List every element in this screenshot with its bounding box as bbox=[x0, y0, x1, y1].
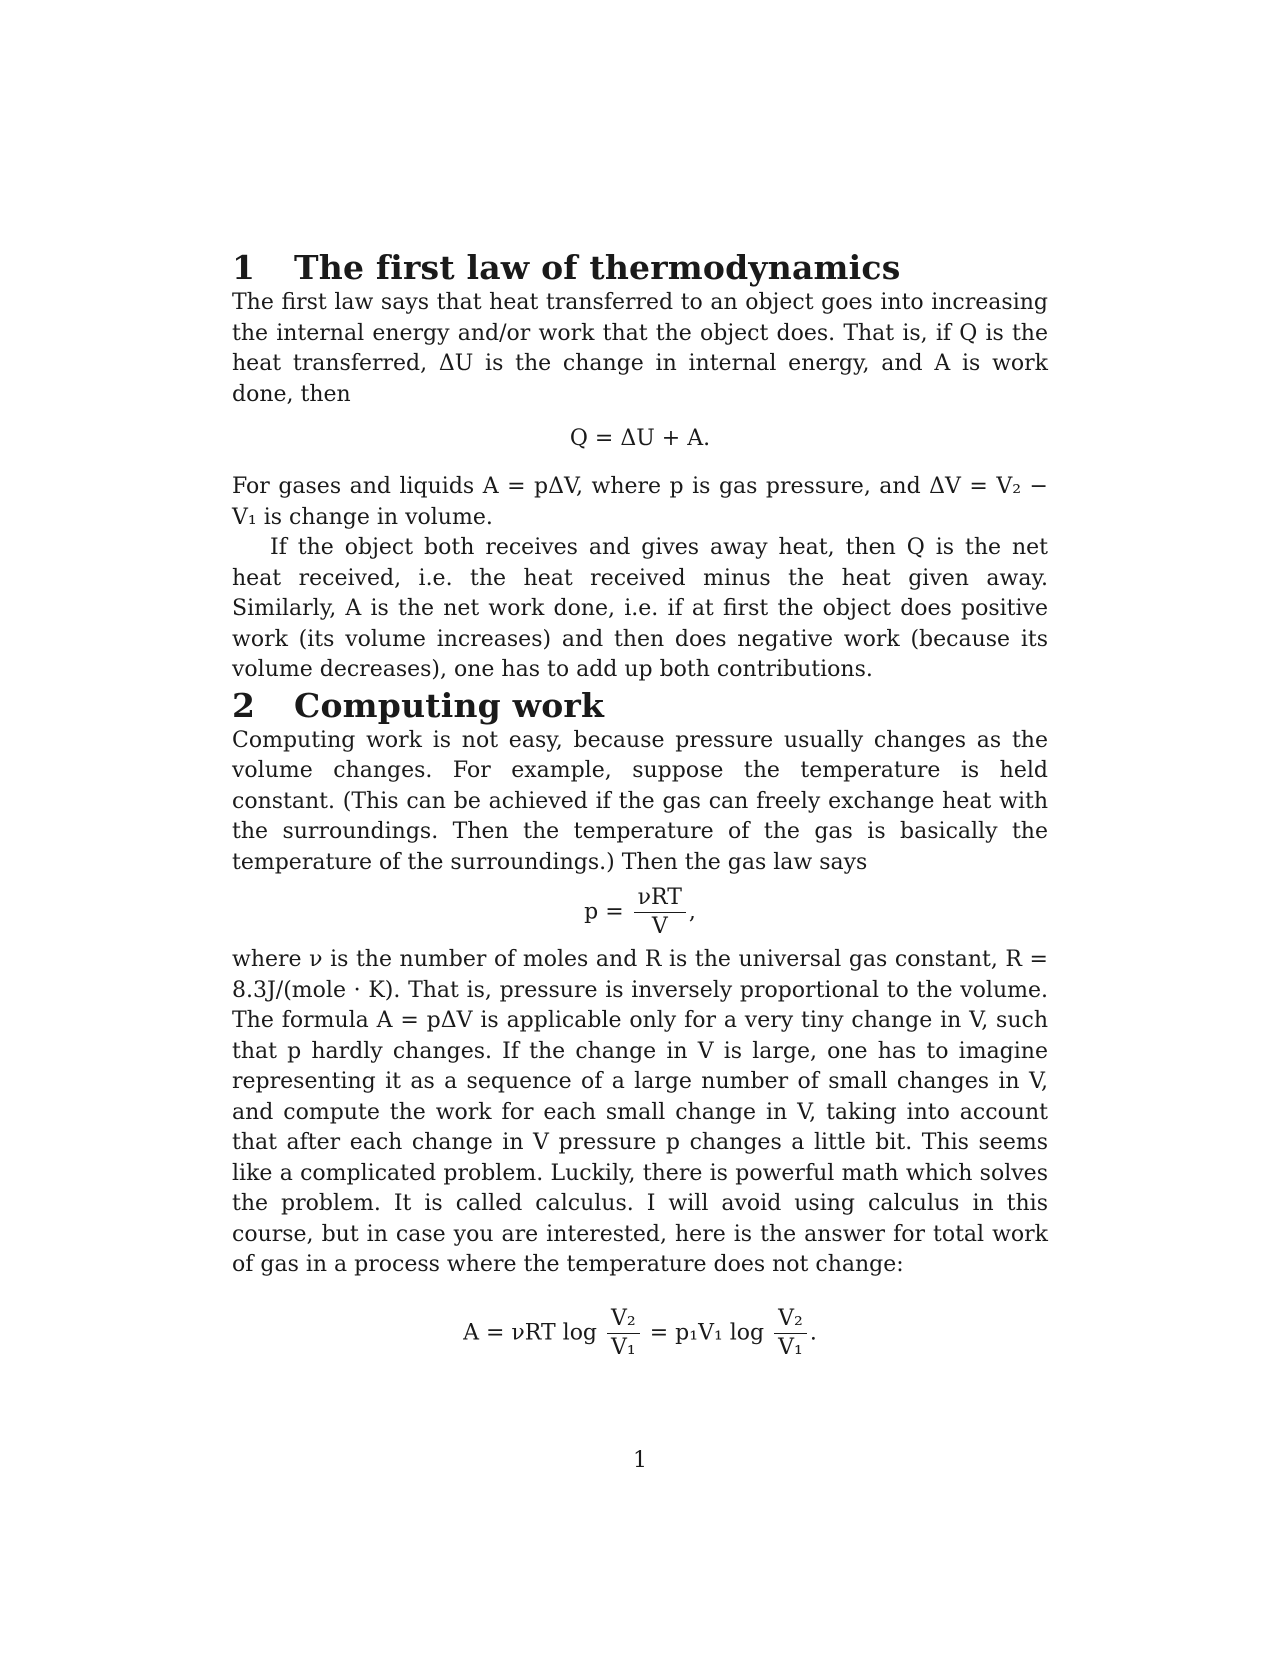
work-eq-part-1: A = νRT log bbox=[463, 1320, 598, 1345]
section-2-title: Computing work bbox=[294, 685, 605, 725]
section-2-number: 2 bbox=[232, 685, 256, 725]
work-eq-fraction-1 bbox=[607, 1305, 640, 1362]
section-2-paragraph-2: where ν is the number of moles and R is the universal gas constant, R = 8.3J/(mole · K). That is, pressure is inversely proportional to the volume. The formula A = pΔV is applicable only for a very tiny change in V, such that p hardly changes. If the change in V is large, one has to imagine representing it as a sequence of a large number of small changes in V, and compute the work for each small change in V, taking into account that after each change in V pressure p changes a little bit. This seems like a complicated problem. Luckily, there is powerful math which solves the problem. It is called calculus. I will avoid using calculus in this course, but in case you are interested, here is the answer for total work of gas in a process where the temperature does not change: bbox=[232, 947, 1048, 1277]
section-1-number: 1 bbox=[232, 248, 256, 287]
page-content bbox=[232, 248, 1048, 1362]
section-1-paragraph-2: For gases and liquids A = pΔV, where p is gas pressure, and ΔV = V₂ − V₁ is change in volume. bbox=[232, 474, 1048, 530]
work-eq-trail: . bbox=[809, 1320, 817, 1345]
equation-isothermal-work bbox=[232, 1305, 1048, 1362]
work-eq-fraction-1-denominator: V₁ bbox=[611, 1334, 636, 1360]
page-number: 1 bbox=[633, 1448, 647, 1473]
gas-law-trail: , bbox=[688, 899, 696, 925]
section-2-paragraph-1: Computing work is not easy, because pressure usually changes as the volume changes. For example, suppose the temperature is held constant. (This can be achieved if the gas can freely exchange heat with the surroundings. Then the temperature of the gas is basically the temperature of the surroundings.) Then the gas law says bbox=[232, 727, 1048, 875]
gas-law-denominator: V bbox=[651, 914, 668, 939]
equation-first-law: Q = ΔU + A. bbox=[569, 426, 711, 451]
work-eq-fraction-2 bbox=[774, 1305, 807, 1362]
section-1-heading bbox=[232, 248, 1048, 288]
section-1-paragraph-3: If the object both receives and gives away heat, then Q is the net heat received, i.e. the heat received minus the heat given away. Similarly, A is the net work done, i.e. if at first the object does positive work (its volume increases) and then does negative work (because its volume decreases), one has to add up both contributions. bbox=[232, 535, 1048, 682]
gas-law-lhs: p = bbox=[584, 899, 624, 925]
work-eq-fraction-2-numerator: V₂ bbox=[774, 1305, 807, 1334]
section-1-title: The first law of thermodynamics bbox=[294, 248, 901, 287]
equation-gas-law bbox=[232, 884, 1048, 941]
work-eq-part-2: = p₁V₁ log bbox=[649, 1320, 765, 1345]
section-2-heading bbox=[232, 686, 1048, 726]
gas-law-numerator: νRT bbox=[634, 884, 686, 913]
section-1-paragraph-1: The first law says that heat transferred to an object goes into increasing the internal energy and/or work that the object does. That is, if Q is the heat transferred, ΔU is the change in internal energy, and A is work done, then bbox=[232, 290, 1048, 407]
work-eq-fraction-1-numerator: V₂ bbox=[607, 1305, 640, 1334]
work-eq-fraction-2-denominator: V₁ bbox=[778, 1334, 803, 1360]
gas-law-fraction bbox=[634, 884, 686, 941]
